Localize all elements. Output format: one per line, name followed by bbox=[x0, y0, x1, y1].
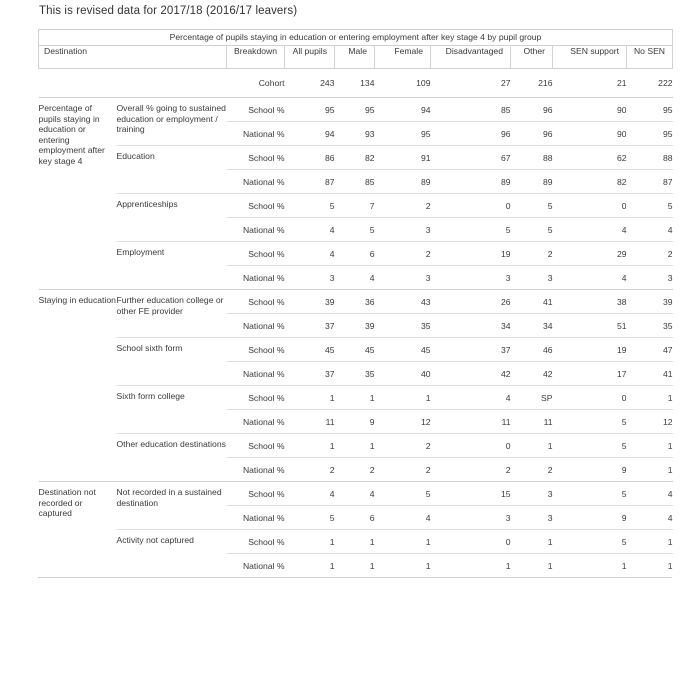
data-cell-3: 85 bbox=[431, 98, 511, 122]
breakdown-label: School % bbox=[227, 338, 285, 362]
table-row bbox=[39, 194, 673, 218]
data-cell-4: 1 bbox=[511, 554, 553, 578]
data-cell-0: 94 bbox=[285, 122, 335, 146]
column-header-row bbox=[39, 46, 673, 69]
data-cell-4: SP bbox=[511, 386, 553, 410]
data-cell-4: 11 bbox=[511, 410, 553, 434]
table-row bbox=[39, 530, 673, 554]
data-cell-0: 86 bbox=[285, 146, 335, 170]
data-cell-2: 95 bbox=[375, 122, 431, 146]
destinations-table-wrapper bbox=[38, 29, 672, 578]
data-cell-5: 5 bbox=[553, 482, 627, 506]
data-cell-6: 47 bbox=[627, 338, 673, 362]
data-cell-5: 90 bbox=[553, 122, 627, 146]
data-cell-5: 51 bbox=[553, 314, 627, 338]
breakdown-label: School % bbox=[227, 98, 285, 122]
data-cell-6: 4 bbox=[627, 218, 673, 242]
header-female[interactable]: Female bbox=[375, 46, 431, 69]
data-cell-1: 6 bbox=[335, 242, 375, 266]
data-cell-3: 15 bbox=[431, 482, 511, 506]
destinations-table bbox=[38, 29, 673, 577]
breakdown-label: National % bbox=[227, 458, 285, 482]
destination-label-0-2: Apprenticeships bbox=[117, 194, 227, 242]
data-cell-0: 1 bbox=[285, 554, 335, 578]
header-sen-support[interactable]: SEN support bbox=[553, 46, 627, 69]
data-cell-2: 3 bbox=[375, 266, 431, 290]
data-cell-2: 1 bbox=[375, 554, 431, 578]
group-label-1: Staying in education bbox=[39, 290, 117, 482]
data-cell-4: 42 bbox=[511, 362, 553, 386]
data-cell-0: 11 bbox=[285, 410, 335, 434]
breakdown-label: School % bbox=[227, 530, 285, 554]
table-row bbox=[39, 386, 673, 410]
data-cell-3: 2 bbox=[431, 458, 511, 482]
data-cell-6: 95 bbox=[627, 98, 673, 122]
cohort-value-1: 134 bbox=[360, 78, 375, 88]
data-cell-2: 5 bbox=[375, 482, 431, 506]
header-breakdown[interactable]: Breakdown bbox=[227, 46, 285, 69]
header-destination[interactable]: Destination bbox=[39, 46, 227, 69]
cohort-value-5: 21 bbox=[616, 78, 627, 88]
destination-label-0-3: Employment bbox=[117, 242, 227, 290]
data-cell-3: 0 bbox=[431, 530, 511, 554]
data-cell-5: 5 bbox=[553, 434, 627, 458]
data-cell-1: 36 bbox=[335, 290, 375, 314]
destination-label-2-1: Activity not captured bbox=[117, 530, 227, 578]
data-cell-4: 46 bbox=[511, 338, 553, 362]
header-other[interactable]: Other bbox=[511, 46, 553, 69]
data-cell-5: 9 bbox=[553, 458, 627, 482]
header-no-sen[interactable]: No SEN bbox=[627, 46, 673, 69]
data-cell-5: 82 bbox=[553, 170, 627, 194]
data-cell-3: 26 bbox=[431, 290, 511, 314]
data-cell-6: 1 bbox=[627, 434, 673, 458]
table-body bbox=[39, 69, 673, 578]
breakdown-label: National % bbox=[227, 506, 285, 530]
data-cell-0: 5 bbox=[285, 194, 335, 218]
cohort-dest-blank bbox=[117, 69, 227, 98]
data-cell-2: 89 bbox=[375, 170, 431, 194]
data-cell-1: 45 bbox=[335, 338, 375, 362]
data-cell-6: 1 bbox=[627, 458, 673, 482]
data-cell-0: 45 bbox=[285, 338, 335, 362]
breakdown-label: School % bbox=[227, 482, 285, 506]
data-cell-2: 12 bbox=[375, 410, 431, 434]
data-cell-1: 1 bbox=[335, 386, 375, 410]
data-cell-4: 1 bbox=[511, 530, 553, 554]
data-cell-0: 37 bbox=[285, 362, 335, 386]
data-cell-6: 87 bbox=[627, 170, 673, 194]
data-cell-0: 4 bbox=[285, 482, 335, 506]
breakdown-label: School % bbox=[227, 386, 285, 410]
data-cell-1: 2 bbox=[335, 458, 375, 482]
destination-label-1-1: School sixth form bbox=[117, 338, 227, 386]
data-cell-4: 96 bbox=[511, 122, 553, 146]
data-cell-2: 1 bbox=[375, 530, 431, 554]
breakdown-label: National % bbox=[227, 170, 285, 194]
destination-label-1-3: Other education destinations bbox=[117, 434, 227, 482]
data-cell-0: 2 bbox=[285, 458, 335, 482]
header-male[interactable]: Male bbox=[335, 46, 375, 69]
data-cell-2: 43 bbox=[375, 290, 431, 314]
data-cell-5: 0 bbox=[553, 386, 627, 410]
data-cell-2: 2 bbox=[375, 458, 431, 482]
data-cell-0: 4 bbox=[285, 242, 335, 266]
table-row bbox=[39, 338, 673, 362]
data-cell-3: 3 bbox=[431, 266, 511, 290]
data-cell-5: 19 bbox=[553, 338, 627, 362]
data-cell-3: 42 bbox=[431, 362, 511, 386]
data-cell-2: 35 bbox=[375, 314, 431, 338]
table-row bbox=[39, 482, 673, 506]
data-cell-3: 19 bbox=[431, 242, 511, 266]
cohort-group-blank bbox=[39, 69, 117, 98]
breakdown-label: National % bbox=[227, 314, 285, 338]
cohort-value-4: 216 bbox=[538, 78, 553, 88]
data-cell-0: 4 bbox=[285, 218, 335, 242]
data-cell-5: 5 bbox=[553, 530, 627, 554]
data-cell-0: 1 bbox=[285, 434, 335, 458]
data-cell-6: 1 bbox=[627, 386, 673, 410]
data-cell-2: 2 bbox=[375, 434, 431, 458]
breakdown-label: School % bbox=[227, 242, 285, 266]
breakdown-label: National % bbox=[227, 554, 285, 578]
cohort-value-3: 27 bbox=[500, 78, 511, 88]
breakdown-label: National % bbox=[227, 218, 285, 242]
data-cell-6: 88 bbox=[627, 146, 673, 170]
data-cell-6: 1 bbox=[627, 554, 673, 578]
data-cell-4: 3 bbox=[511, 506, 553, 530]
data-cell-4: 41 bbox=[511, 290, 553, 314]
data-cell-6: 3 bbox=[627, 266, 673, 290]
data-cell-1: 7 bbox=[335, 194, 375, 218]
data-cell-4: 3 bbox=[511, 266, 553, 290]
data-cell-3: 4 bbox=[431, 386, 511, 410]
data-cell-0: 5 bbox=[285, 506, 335, 530]
data-cell-1: 5 bbox=[335, 218, 375, 242]
data-cell-4: 34 bbox=[511, 314, 553, 338]
table-banner: Percentage of pupils staying in education or entering employment after key stage 4 by pupil group bbox=[39, 30, 673, 46]
page-title: This is revised data for 2017/18 (2016/17 leavers) bbox=[39, 5, 298, 17]
destination-label-0-1: Education bbox=[117, 146, 227, 194]
data-cell-6: 4 bbox=[627, 506, 673, 530]
data-cell-2: 1 bbox=[375, 386, 431, 410]
banner-row bbox=[39, 30, 673, 46]
breakdown-label: National % bbox=[227, 410, 285, 434]
data-cell-6: 2 bbox=[627, 242, 673, 266]
data-cell-3: 11 bbox=[431, 410, 511, 434]
data-cell-1: 1 bbox=[335, 554, 375, 578]
data-cell-6: 95 bbox=[627, 122, 673, 146]
data-cell-3: 34 bbox=[431, 314, 511, 338]
table-row bbox=[39, 434, 673, 458]
header-all-pupils[interactable]: All pupils bbox=[285, 46, 335, 69]
data-cell-3: 3 bbox=[431, 506, 511, 530]
breakdown-label: School % bbox=[227, 194, 285, 218]
data-cell-3: 0 bbox=[431, 194, 511, 218]
data-cell-1: 4 bbox=[335, 266, 375, 290]
data-cell-0: 1 bbox=[285, 530, 335, 554]
table-bottom-rule bbox=[38, 577, 672, 578]
data-cell-3: 96 bbox=[431, 122, 511, 146]
data-cell-1: 35 bbox=[335, 362, 375, 386]
breakdown-label: School % bbox=[227, 434, 285, 458]
data-cell-4: 88 bbox=[511, 146, 553, 170]
data-cell-1: 93 bbox=[335, 122, 375, 146]
data-cell-3: 37 bbox=[431, 338, 511, 362]
data-cell-1: 1 bbox=[335, 530, 375, 554]
data-cell-6: 1 bbox=[627, 530, 673, 554]
data-cell-5: 5 bbox=[553, 410, 627, 434]
breakdown-label: National % bbox=[227, 266, 285, 290]
data-cell-1: 4 bbox=[335, 482, 375, 506]
data-cell-2: 40 bbox=[375, 362, 431, 386]
data-cell-5: 17 bbox=[553, 362, 627, 386]
data-cell-5: 90 bbox=[553, 98, 627, 122]
data-cell-5: 38 bbox=[553, 290, 627, 314]
table-row bbox=[39, 290, 673, 314]
data-cell-0: 3 bbox=[285, 266, 335, 290]
data-cell-1: 1 bbox=[335, 434, 375, 458]
destination-label-1-2: Sixth form college bbox=[117, 386, 227, 434]
data-cell-5: 62 bbox=[553, 146, 627, 170]
breakdown-label: National % bbox=[227, 362, 285, 386]
data-cell-5: 4 bbox=[553, 266, 627, 290]
data-cell-0: 87 bbox=[285, 170, 335, 194]
data-cell-4: 1 bbox=[511, 434, 553, 458]
data-cell-3: 1 bbox=[431, 554, 511, 578]
table-row-cohort bbox=[39, 69, 673, 98]
breakdown-label: School % bbox=[227, 290, 285, 314]
data-cell-1: 95 bbox=[335, 98, 375, 122]
table-header bbox=[39, 30, 673, 69]
data-cell-4: 5 bbox=[511, 194, 553, 218]
table-row bbox=[39, 146, 673, 170]
data-cell-1: 82 bbox=[335, 146, 375, 170]
data-cell-3: 0 bbox=[431, 434, 511, 458]
data-cell-0: 95 bbox=[285, 98, 335, 122]
data-cell-2: 3 bbox=[375, 218, 431, 242]
data-cell-6: 35 bbox=[627, 314, 673, 338]
table-row bbox=[39, 98, 673, 122]
breakdown-label: National % bbox=[227, 122, 285, 146]
destination-label-2-0: Not recorded in a sustained destination bbox=[117, 482, 227, 530]
data-cell-6: 39 bbox=[627, 290, 673, 314]
cohort-label: Cohort bbox=[258, 78, 285, 88]
data-cell-4: 89 bbox=[511, 170, 553, 194]
data-cell-0: 39 bbox=[285, 290, 335, 314]
data-cell-3: 89 bbox=[431, 170, 511, 194]
data-cell-5: 4 bbox=[553, 218, 627, 242]
cohort-value-6: 222 bbox=[658, 78, 673, 88]
destination-label-0-0: Overall % going to sustained education or employment / training bbox=[117, 98, 227, 146]
data-cell-6: 4 bbox=[627, 482, 673, 506]
data-cell-5: 1 bbox=[553, 554, 627, 578]
data-cell-5: 0 bbox=[553, 194, 627, 218]
cohort-value-2: 109 bbox=[416, 78, 431, 88]
data-cell-6: 12 bbox=[627, 410, 673, 434]
data-cell-4: 3 bbox=[511, 482, 553, 506]
data-cell-6: 41 bbox=[627, 362, 673, 386]
data-cell-4: 2 bbox=[511, 242, 553, 266]
breakdown-label: School % bbox=[227, 146, 285, 170]
data-cell-3: 67 bbox=[431, 146, 511, 170]
data-cell-1: 85 bbox=[335, 170, 375, 194]
data-cell-4: 96 bbox=[511, 98, 553, 122]
data-cell-3: 5 bbox=[431, 218, 511, 242]
data-cell-2: 91 bbox=[375, 146, 431, 170]
data-cell-2: 4 bbox=[375, 506, 431, 530]
header-disadvantaged[interactable]: Disadvantaged bbox=[431, 46, 511, 69]
group-label-0: Percentage of pupils staying in education or entering employment after key stage 4 bbox=[39, 98, 117, 290]
data-cell-4: 5 bbox=[511, 218, 553, 242]
data-cell-4: 2 bbox=[511, 458, 553, 482]
group-label-2: Destination not recorded or captured bbox=[39, 482, 117, 578]
data-cell-2: 2 bbox=[375, 194, 431, 218]
data-cell-1: 9 bbox=[335, 410, 375, 434]
table-row bbox=[39, 242, 673, 266]
data-cell-5: 29 bbox=[553, 242, 627, 266]
data-cell-6: 5 bbox=[627, 194, 673, 218]
data-cell-5: 9 bbox=[553, 506, 627, 530]
cohort-value-0: 243 bbox=[320, 78, 335, 88]
data-cell-1: 6 bbox=[335, 506, 375, 530]
destination-label-1-0: Further education college or other FE provider bbox=[117, 290, 227, 338]
data-cell-2: 94 bbox=[375, 98, 431, 122]
data-cell-2: 2 bbox=[375, 242, 431, 266]
data-cell-0: 37 bbox=[285, 314, 335, 338]
data-cell-2: 45 bbox=[375, 338, 431, 362]
data-cell-0: 1 bbox=[285, 386, 335, 410]
data-cell-1: 39 bbox=[335, 314, 375, 338]
